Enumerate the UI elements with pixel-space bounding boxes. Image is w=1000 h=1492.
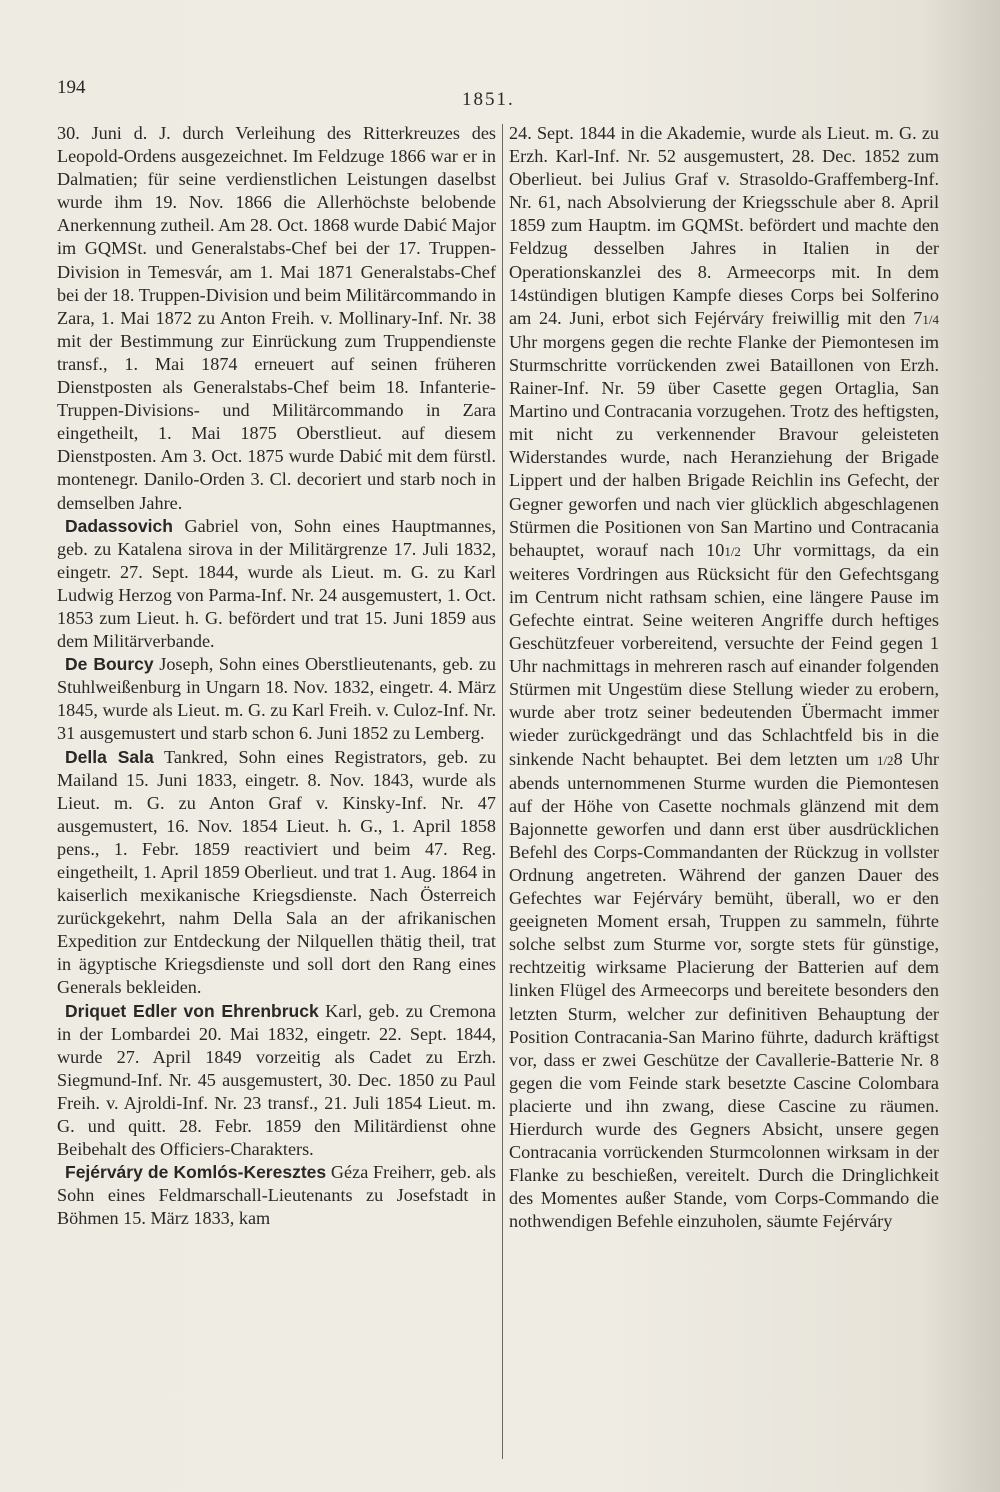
entry-dadassovich: [57, 515, 496, 654]
entry-text: Joseph, Sohn eines Oberstlieutenants, geb. zu Stuhlweißenburg in Ungarn 18. Nov. 1832, eingetr. 4. März 1845, wurde als Lieut. m. G. zu Karl Freih. v. Culoz-Inf. Nr. 31 ausgemustert und starb schon 6. Juni 1852 zu Lemberg.: [57, 654, 496, 744]
text-segment: Uhr morgens gegen die rechte Flanke der Piemontesen im Sturmschritte vorrückenden zwei Bataillonen von Erzh. Rainer-Inf. Nr. 59 über Casette gegen Ortaglia, San Martino und Contracania vorzugehen. Trotz des heftigsten, mit nicht zu verkennender Bravour geleisteten Widerstandes wurde, nach Heranziehung der Brigade Lippert und der halben Brigade Reichlin ins Gefecht, der Gegner geworfen und nach vier glücklich abgeschlagenen Stürmen die Positionen von San Martino und Contracania behauptet, worauf nach 10: [509, 331, 939, 560]
running-head-year: 1851.: [462, 89, 515, 110]
fraction: 1/2: [724, 543, 741, 559]
entry-text: Géza Freiherr, geb. als Sohn eines Feldmarschall-Lieutenants zu Josefstadt in Böhmen 15. März 1833, kam: [57, 1162, 497, 1229]
right-column: [509, 122, 939, 1234]
entry-heading: Della Sala: [65, 746, 154, 767]
left-column: [57, 122, 496, 1231]
entry-driquet: [57, 1000, 496, 1162]
column-divider: [502, 124, 503, 1459]
page-number: 194: [57, 77, 86, 98]
entry-de-bourcy: [57, 653, 496, 745]
entry-text: Karl, geb. zu Cremona in der Lombardei 20. Mai 1832, eingetr. 22. Sept. 1844, wurde 27. April 1849 vorzeitig als Cadet zu Erzh. Siegmund-Inf. Nr. 45 ausgemustert, 30. Dec. 1850 zu Paul Freih. v. Ajroldi-Inf. Nr. 23 transf., 21. Juli 1854 Lieut. m. G. und quitt. 28. Febr. 1859 den Militärdienst ohne Beibehalt des Officiers-Charakters.: [57, 1000, 496, 1160]
entry-della-sala: [57, 746, 496, 1000]
entry-text: Tankred, Sohn eines Registrators, geb. zu Mailand 15. Juni 1833, eingetr. 8. Nov. 1843, wurde als Lieut. m. G. zu Anton Graf v. Kinsky-Inf. Nr. 47 ausgemustert, 16. Nov. 1854 Lieut. h. G., 1. April 1858 pens., 1. Febr. 1859 reactiviert und beim 47. Reg. eingetheilt, 1. April 1859 Oberlieut. und trat 1. Aug. 1864 in kaiserlich mexikanische Kriegsdienste. Nach Österreich zurückgekehrt, nahm Della Sala an der afrikanischen Expedition zur Entdeckung der Nilquellen thätig theil, trat in ägyptische Kriegsdienste und soll dort den Rang eines Generals bekleiden.: [57, 746, 496, 998]
text-segment: 8 Uhr abends unternommenen Sturme wurden die Piemontesen auf der Höhe von Casette nochmals glänzend mit dem Bajonnette geworfen und dann erst über ausdrücklichen Befehl des Corps-Commandanten der Rückzug in vollster Ordnung angetreten. Während der ganzen Dauer des Gefechtes war Fejérváry bemüht, überall, wo er den geeigneten Moment ersah, Truppen zu sammeln, führte solche selbst zum Sturme vor, sorgte stets für günstige, rechtzeitig wirksame Placierung der Batterien auf dem linken Flügel des Armeecorps und bereitete besonders den letzten Sturm, welcher zur definitiven Behauptung der Position Contracania-San Marino führte, dadurch kräftigst vor, dass er zwei Geschütze der Cavallerie-Batterie Nr. 8 gegen die vom Feinde stark besetzte Cascine Colombara placierte und ihn zwang, diese Cascine zu räumen. Hierdurch wurde des Gegners Absicht, unsere gegen Contracania vorrückenden Sturmcolonnen wirksam in der Flanke zu beschießen, vereitelt. Durch die Dringlichkeit des Momentes außer Stande, vom Corps-Commando die nothwendigen Befehle einzuholen, säumte Fejérváry: [509, 748, 939, 1232]
text-segment: Uhr vormittags, da ein weiteres Vordringen aus Rücksicht für den Gefechtsgang im Centrum nicht rathsam schien, eine längere Pause im Gefechte eintrat. Seine weiteren Angriffe durch heftiges Geschützfeuer vorbereitend, versuchte der Feind gegen 1 Uhr nachmittags in mehreren rasch auf einander folgenden Stürmen mit Ungestüm diese Stellung wieder zu erobern, wurde aber trotz seiner bedeutenden Übermacht immer wieder zurückgedrängt und das Schlachtfeld bis in die sinkende Nacht behauptet. Bei dem letzten um: [509, 539, 939, 769]
text-segment: 24. Sept. 1844 in die Akademie, wurde als Lieut. m. G. zu Erzh. Karl-Inf. Nr. 52 ausgemustert, 28. Dec. 1852 zum Oberlieut. bei Julius Graf v. Strasoldo-Graffemberg-Inf. Nr. 61, nach Absolvierung der Kriegsschule aber 8. April 1859 zum Hauptm. im GQMSt. befördert und machte den Feldzug desselben Jahres in Italien in der Operationskanzlei des 8. Armeecorps mit. In dem 14stündigen blutigen Kampfe dieses Corps bei Solferino am 24. Juni, erbot sich Fejérváry freiwillig mit den 7: [509, 123, 939, 328]
entry-heading: Driquet Edler von Ehrenbruck: [65, 1000, 319, 1021]
fraction: 1/4: [922, 311, 939, 327]
paragraph-dabic-continued: 30. Juni d. J. durch Verleihung des Ritterkreuzes des Leopold-Ordens ausgezeichnet. Im Feldzuge 1866 war er in Dalmatien; für seine verdienstlichen Leistungen daselbst wurde ihm 19. Nov. 1866 die Allerhöchste belobende Anerkennung zutheil. Am 28. Oct. 1868 wurde Dabić Major im GQMSt. und Generalstabs-Chef bei der 17. Truppen-Division in Temesvár, am 1. Mai 1871 Generalstabs-Chef bei der 18. Truppen-Division und beim Militärcommando in Zara, 1. Mai 1872 zu Anton Freih. v. Mollinary-Inf. Nr. 38 mit der Bestimmung zur Einrückung zum Truppendienste transf., 1. Mai 1874 erneuert auf seinen früheren Dienstposten als Generalstabs-Chef beim 18. Infanterie-Truppen-Divisions- und Militärcommando in Zara eingetheilt, 1. Mai 1875 Oberstlieut. auf diesem Dienstposten. Am 3. Oct. 1875 wurde Dabić mit dem fürstl. montenegr. Danilo-Orden 3. Cl. decoriert und starb noch in demselben Jahre.: [57, 123, 496, 513]
entry-heading: Dadassovich: [65, 515, 173, 536]
entry-fejervary: [57, 1161, 496, 1230]
entry-heading: Fejérváry de Komlós-Keresztes: [65, 1162, 327, 1183]
entry-text: Gabriel von, Sohn eines Hauptmannes, geb. zu Katalena sirova in der Militärgrenze 17. Juli 1832, eingetr. 27. Sept. 1844, wurde als Lieut. m. G. zu Karl Ludwig Herzog von Parma-Inf. Nr. 24 ausgemustert, 1. Oct. 1853 zum Lieut. h. G. befördert und trat 15. Juni 1859 aus dem Militärverbande.: [57, 515, 496, 652]
fraction: 1/2: [876, 752, 894, 768]
paragraph-fejervary-continued: [509, 122, 939, 1234]
entry-heading: De Bourcy: [65, 654, 154, 675]
